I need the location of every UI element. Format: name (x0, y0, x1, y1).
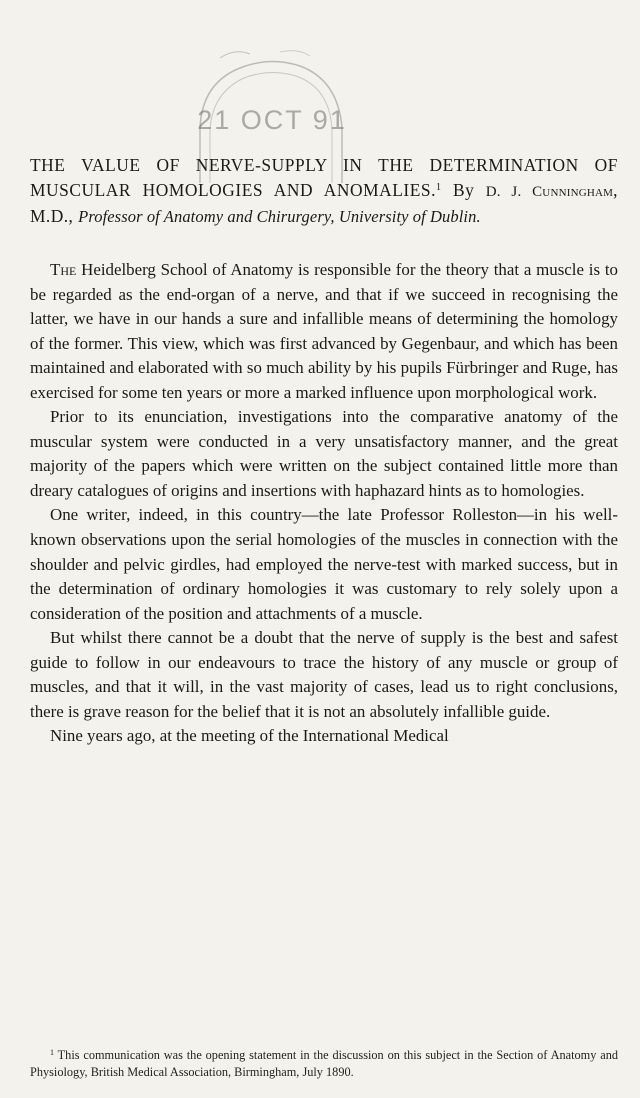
footnote (30, 1047, 618, 1081)
footnote-ref: 1 (436, 181, 442, 193)
footnote-block (30, 1047, 618, 1081)
article-heading (30, 153, 618, 230)
paragraph: But whilst there cannot be a doubt that the nerve of supply is the best and safest guide to follow in our endeavours to trace the history of any muscle or group of muscles, and that it will, in the vast majority of cases, lead us to right conclusions, there is grave reason for the belief that it is not an absolutely infallible guide. (30, 628, 618, 721)
author-name: D. J. Cunningham (485, 183, 614, 200)
footnote-text: This communication was the opening statement in the discussion on this subject in the Section of Anatomy and Physiology, British Medical Association, Birmingham, July 1890. (30, 1048, 618, 1079)
article-title: THE VALUE OF NERVE-SUPPLY IN THE DETERMINATION OF MUSCULAR HOMOLOGIES AND ANOMALIES. (30, 155, 618, 200)
paragraph: Prior to its enunciation, investigations into the comparative anatomy of the muscular system were conducted in a very unsatisfactory manner, and the great majority of the papers which were written on the subject contained little more than dreary catalogues of origins and insertions with haphazard hints as to homologies. (30, 407, 618, 500)
paragraph (30, 258, 618, 405)
byline-prefix: By (453, 179, 475, 200)
stamp-date: 21 OCT 91 (197, 105, 347, 135)
article-body (30, 258, 618, 749)
author-degree: , M.D., (30, 179, 618, 226)
author-affiliation: Professor of Anatomy and Chirurgery, University of Dublin. (78, 207, 481, 226)
paragraph-text: Heidelberg School of Anatomy is responsible for the theory that a muscle is to be regarded as the end-organ of a nerve, and that if we succeed in recognising the latter, we have in our hands a sure and infallible means of determining the homology of the former. This view, which was first advanced by Gegenbaur, and which has been maintained and elaborated with so much ability by his pupils Fürbringer and Ruge, has exercised for some ten years or more a marked influence upon morphological work. (30, 260, 618, 402)
footnote-marker: 1 (50, 1048, 54, 1057)
paragraph: One writer, indeed, in this country—the late Professor Rolleston—in his well-known observations upon the serial homologies of the muscles in connection with the shoulder and pelvic girdles, had employed the nerve-test with marked success, but in the determination of ordinary homologies it was customary to rely solely upon a consideration of the position and attachments of a muscle. (30, 505, 618, 623)
paragraph: Nine years ago, at the meeting of the International Medical (50, 726, 449, 746)
paragraph-lead: The (50, 260, 77, 279)
